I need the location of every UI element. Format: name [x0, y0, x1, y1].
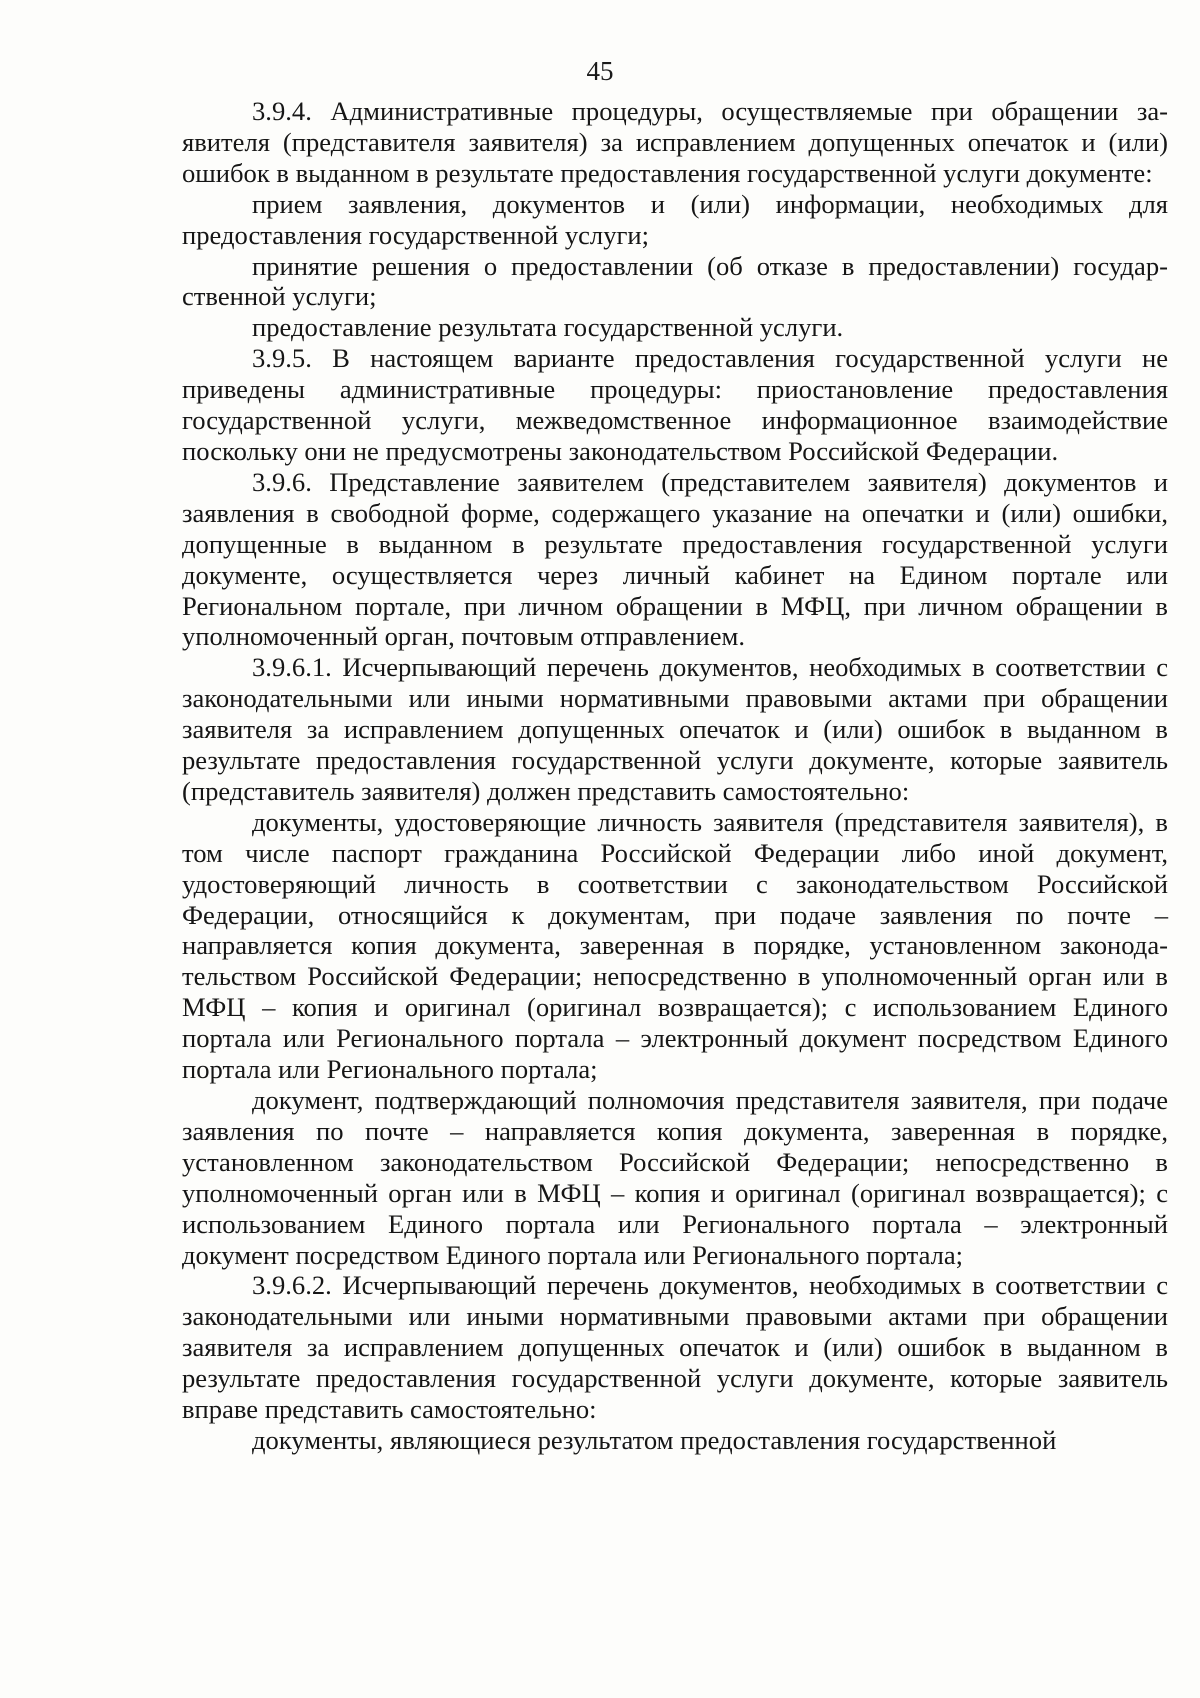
paragraph-authority-document: документ, подтверждающий полномочия представителя заявителя, при подаче заявления по почте – направляется копия документа, заверенная в порядке, установленном законодательством Российской Федерации; непосредственно в уполномоченный орган или в МФЦ – копия и оригинал (оригинал возвращается); с использованием Единого портала или Регионального портала – электронный документ посредством Единого портала или Регионального портала; [182, 1085, 1168, 1270]
paragraph-result-documents: документы, являющиеся результатом предоставления государственной [252, 1424, 1057, 1455]
paragraph-3-9-6-2: 3.9.6.2. Исчерпывающий перечень документов, необходимых в соответствии с законодательными или иными нормативными правовыми актами при обращении заявителя за исправлением допущенных опечаток и (или) ошибок в выданном в результате предоставления государственной услуги документе, которые заявитель вправе представить самостоятельно: [182, 1270, 1168, 1425]
paragraph-list-item-result: предоставление результата государственной услуги. [252, 312, 844, 343]
paragraph-list-item-decision: принятие решения о предоставлении (об отказе в предоставлении) государственной услуги; [182, 250, 1168, 312]
paragraph-3-9-6-1: 3.9.6.1. Исчерпывающий перечень документов, необходимых в соответствии с законодательными или иными нормативными правовыми актами при обращении заявителя за исправлением допущенных опечаток и (или) ошибок в выданном в результате предоставления государственной услуги документе, которые заявитель (представитель заявителя) должен представить самостоятельно: [182, 652, 1168, 806]
paragraph-3-9-5: 3.9.5. В настоящем варианте предоставления государственной услуги не приведены административные процедуры: приостановление предоставления государственной услуги, межведомственное информационное взаимодействие поскольку они не предусмотрены законодательством Российской Федерации. [182, 343, 1168, 466]
paragraph-list-item-intake: прием заявления, документов и (или) информации, необходимых для предоставления государственной услуги; [182, 188, 1168, 250]
paragraph-3-9-4: 3.9.4. Административные процедуры, осуществляемые при обращении заявителя (представителя заявителя) за исправлением допущенных опечаток и (или) ошибок в выданном в результате предоставления государственной услуги документе: [182, 96, 1168, 188]
document-body [182, 96, 1168, 1456]
paragraph-identity-documents: документы, удостоверяющие личность заявителя (представителя заявителя), в том числе паспорт гражданина Российской Федерации либо иной документ, удостоверяющий личность в соответствии с законодательством Российской Федерации, относящийся к документам, при подаче заявления по почте – направляется копия документа, заверенная в порядке, установленном законодательством Российской Федерации; непосредственно в уполномоченный орган или в МФЦ – копия и оригинал (оригинал возвращается); с использованием Единого портала или Регионального портала – электронный документ посредством Единого портала или Регионального портала; [182, 806, 1168, 1085]
paragraph-3-9-6: 3.9.6. Представление заявителем (представителем заявителя) документов и заявления в свободной форме, содержащего указание на опечатки и (или) ошибки, допущенные в выданном в результате предоставления государственной услуги документе, осуществляется через личный кабинет на Едином портале или Региональном портале, при личном обращении в МФЦ, при личном обращении в уполномоченный орган, почтовым отправлением. [182, 466, 1168, 652]
page-number: 45 [586, 56, 614, 86]
